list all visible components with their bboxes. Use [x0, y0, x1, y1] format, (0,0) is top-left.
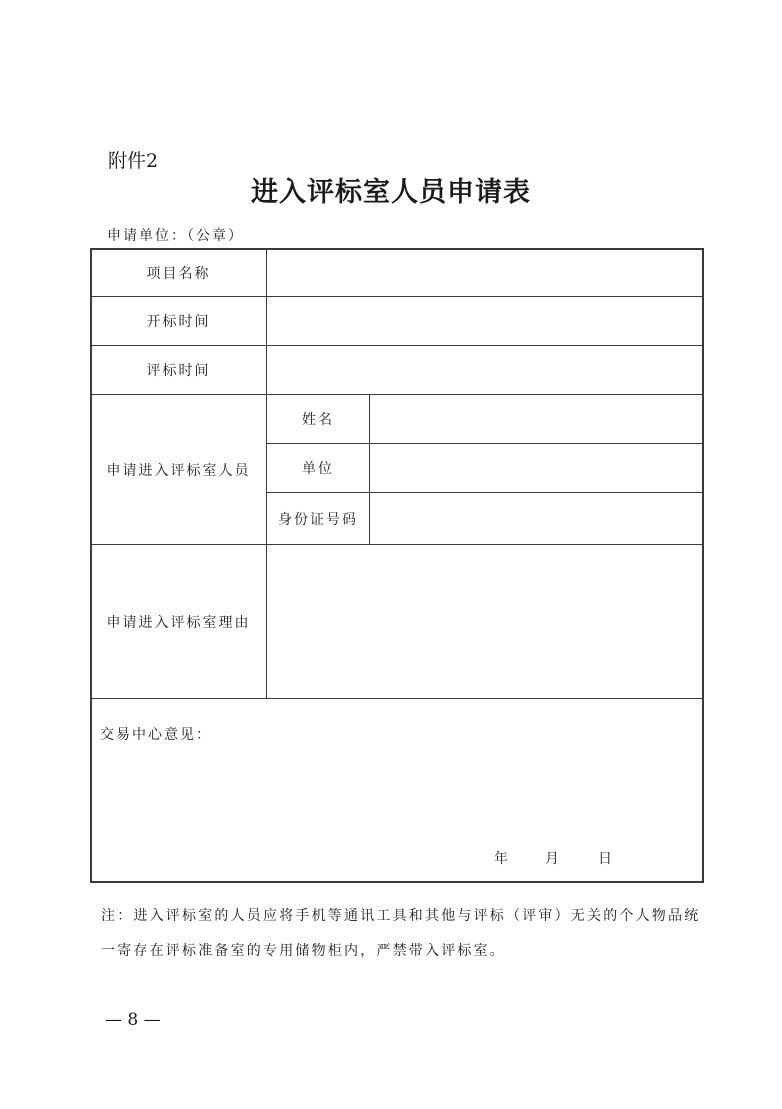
unit-label: 单位 [302, 461, 334, 477]
year-label: 年 [494, 851, 508, 867]
bid-opening-time-field[interactable] [267, 297, 702, 345]
bid-evaluation-time-field[interactable] [267, 346, 702, 394]
table-divider [90, 698, 703, 699]
unit-field[interactable] [370, 444, 702, 492]
day-label: 日 [598, 851, 612, 867]
table-border-bottom [90, 881, 703, 883]
attachment-label: 附件2 [108, 150, 159, 172]
note-line-1: 注：进入评标室的人员应将手机等通讯工具和其他与评标（评审）无关的个人物品统 [101, 908, 701, 924]
note-line-2: 一寄存在评标准备室的专用储物柜内，严禁带入评标室。 [101, 943, 506, 959]
bid-evaluation-time-label: 评标时间 [146, 363, 211, 379]
id-number-label: 身份证号码 [278, 511, 358, 528]
name-field[interactable] [370, 395, 702, 443]
center-opinion-label: 交易中心意见： [100, 727, 212, 743]
page-title: 进入评标室人员申请表 [251, 177, 531, 208]
reason-label: 申请进入评标室理由 [106, 614, 251, 631]
month-label: 月 [545, 851, 559, 867]
id-number-field[interactable] [370, 493, 702, 544]
table-border-right [702, 248, 704, 883]
personnel-label: 申请进入评标室人员 [106, 462, 251, 479]
name-label: 姓名 [302, 412, 334, 428]
project-name-label: 项目名称 [146, 265, 211, 282]
applicant-unit-label: 申请单位：（公章） [107, 228, 244, 244]
reason-field[interactable] [267, 545, 702, 698]
page-number: — 8 — [105, 1010, 161, 1030]
project-name-field[interactable] [267, 249, 702, 296]
bid-opening-time-label: 开标时间 [146, 314, 211, 330]
